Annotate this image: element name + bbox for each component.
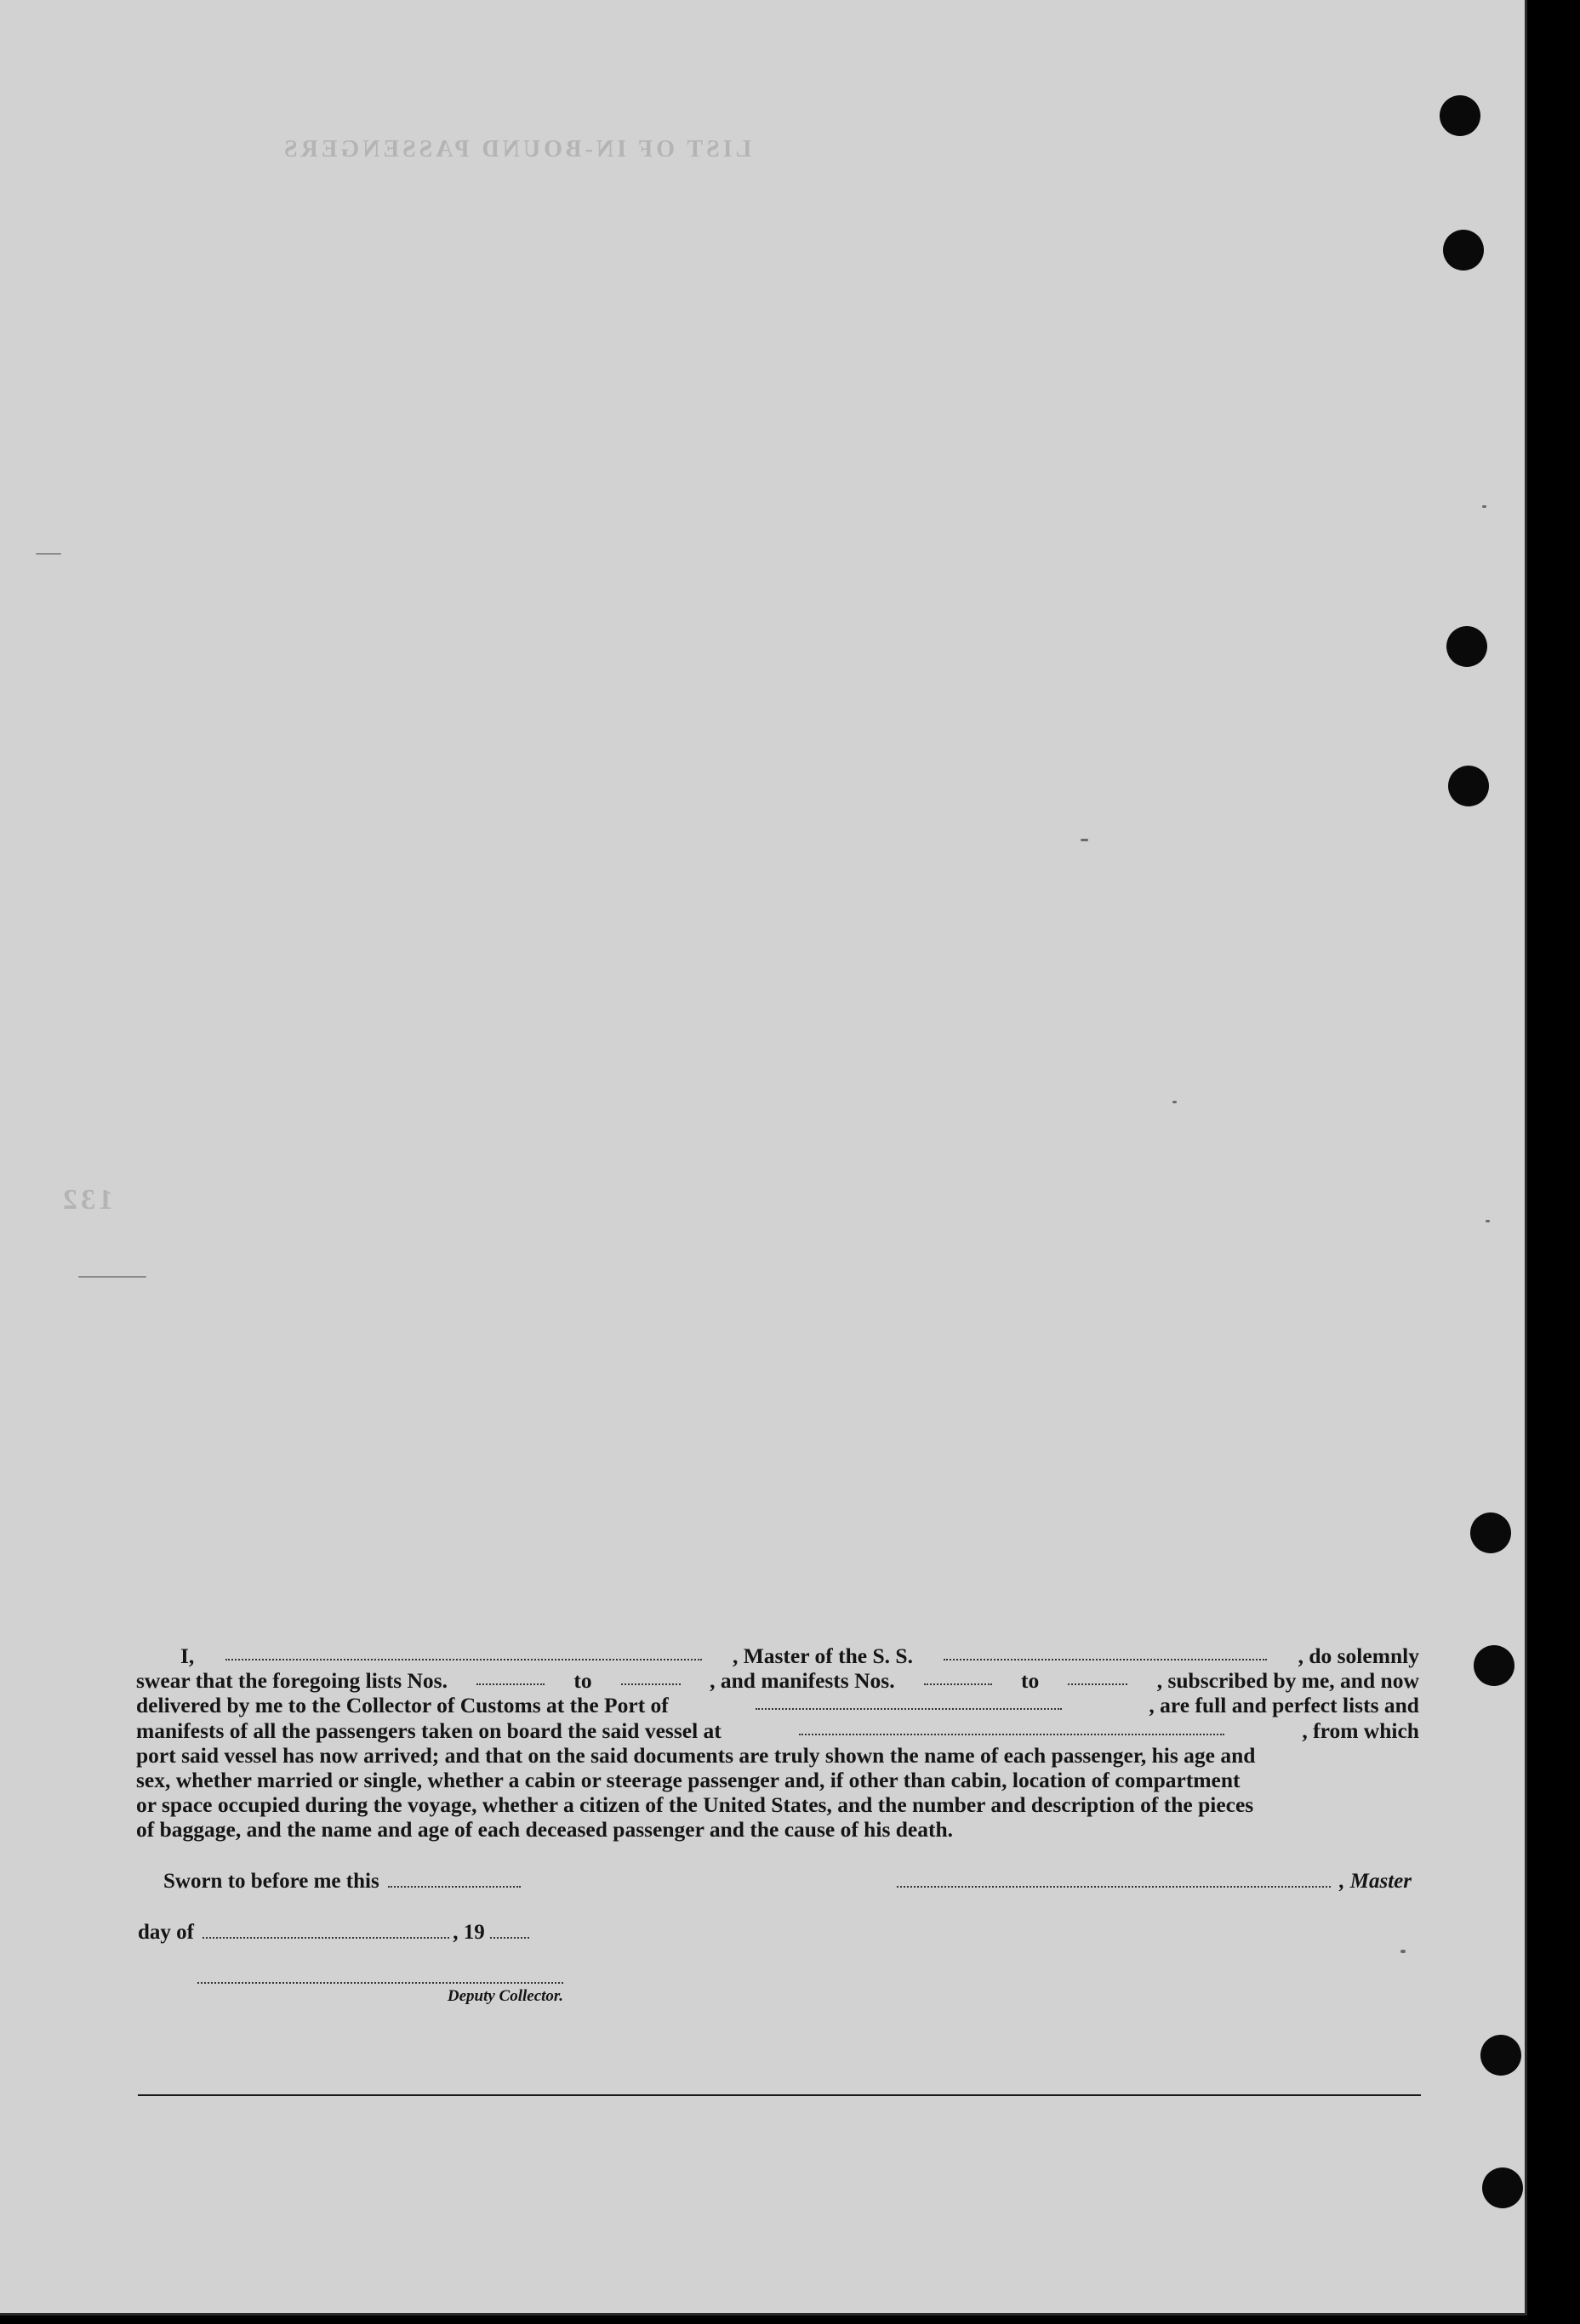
oath-line-2 (136, 1668, 1419, 1693)
paper-speck (1486, 1220, 1490, 1222)
year-prefix: , 19 (453, 1921, 485, 1944)
oath-line-6 (136, 1768, 1419, 1792)
master-label: , Master (1339, 1870, 1412, 1893)
oath-text: , are full and perfect lists and (1149, 1693, 1419, 1718)
month-blank (202, 1922, 449, 1939)
paper-speck (78, 1276, 146, 1278)
year-blank (490, 1922, 529, 1939)
bottom-rule (138, 2094, 1421, 2096)
punch-hole-icon (1482, 2167, 1523, 2208)
oath-text: I, (180, 1643, 195, 1668)
master-signature-row (893, 1870, 1412, 1894)
punch-hole-icon (1480, 2035, 1521, 2076)
oath-line-8 (136, 1817, 1419, 1842)
sworn-label: Sworn to before me this (163, 1870, 379, 1893)
punch-hole-icon (1470, 1512, 1511, 1553)
bleed-through-header: LIST OF IN-BOUND PASSENGERS (281, 136, 752, 162)
oath-text: , subscribed by me, and now (1156, 1668, 1419, 1694)
oath-line-7 (136, 1792, 1419, 1817)
manifest-to-blank (1068, 1668, 1127, 1685)
punch-hole-icon (1443, 230, 1484, 271)
oath-text: of baggage, and the name and age of each deceased passenger and the cause of his death. (136, 1817, 954, 1843)
vessel-name-blank (944, 1643, 1267, 1660)
oath-text: to (573, 1668, 592, 1694)
master-signature-blank (897, 1871, 1331, 1888)
oath-text: , from which (1302, 1717, 1419, 1743)
oath-text: or space occupied during the voyage, whether a citizen of the United States, and the number and description of the pieces (136, 1792, 1254, 1818)
oath-line-5 (136, 1743, 1419, 1768)
oath-text: , and manifests Nos. (710, 1668, 895, 1694)
punch-hole-icon (1474, 1645, 1514, 1686)
punch-hole-icon (1440, 95, 1480, 136)
paper-speck (1172, 1101, 1177, 1103)
sworn-row (163, 1870, 524, 1894)
oath-text: manifests of all the passengers taken on board the said vessel at (136, 1717, 722, 1743)
oath-line-3 (136, 1693, 1419, 1717)
day-of-row (138, 1921, 533, 1945)
deputy-collector-signature (197, 1982, 563, 2006)
master-name-blank (225, 1643, 702, 1660)
oath-text: delivered by me to the Collector of Customs at the Port of (136, 1693, 669, 1718)
sworn-day-blank (388, 1871, 521, 1888)
paper-speck (1482, 505, 1486, 508)
port-name-blank (756, 1693, 1062, 1710)
manifest-from-blank (924, 1668, 992, 1685)
bleed-through-side-number: 132 (60, 1184, 113, 1216)
paper-speck (36, 553, 61, 555)
master-oath-paragraph (136, 1643, 1419, 1843)
boarding-port-blank (799, 1718, 1224, 1735)
oath-text: sex, whether married or single, whether a cabin or steerage passenger and, if other than cabin, location of compartment (136, 1768, 1241, 1793)
oath-line-4 (136, 1718, 1419, 1743)
punch-hole-icon (1446, 626, 1487, 667)
list-to-blank (621, 1668, 681, 1685)
oath-text: to (1021, 1668, 1040, 1694)
oath-text: , Master of the S. S. (732, 1643, 913, 1668)
oath-line-1 (136, 1643, 1419, 1668)
day-of-label: day of (138, 1921, 194, 1944)
oath-text: swear that the foregoing lists Nos. (136, 1668, 448, 1694)
list-from-blank (476, 1668, 545, 1685)
oath-text: port said vessel has now arrived; and that on the said documents are truly shown the name of each passenger, his age and (136, 1742, 1256, 1768)
deputy-collector-label: Deputy Collector. (447, 1987, 563, 2005)
oath-text: , do solemnly (1298, 1643, 1419, 1668)
paper-speck (1081, 839, 1088, 841)
paper-speck (1400, 1950, 1406, 1953)
punch-hole-icon (1448, 766, 1489, 806)
